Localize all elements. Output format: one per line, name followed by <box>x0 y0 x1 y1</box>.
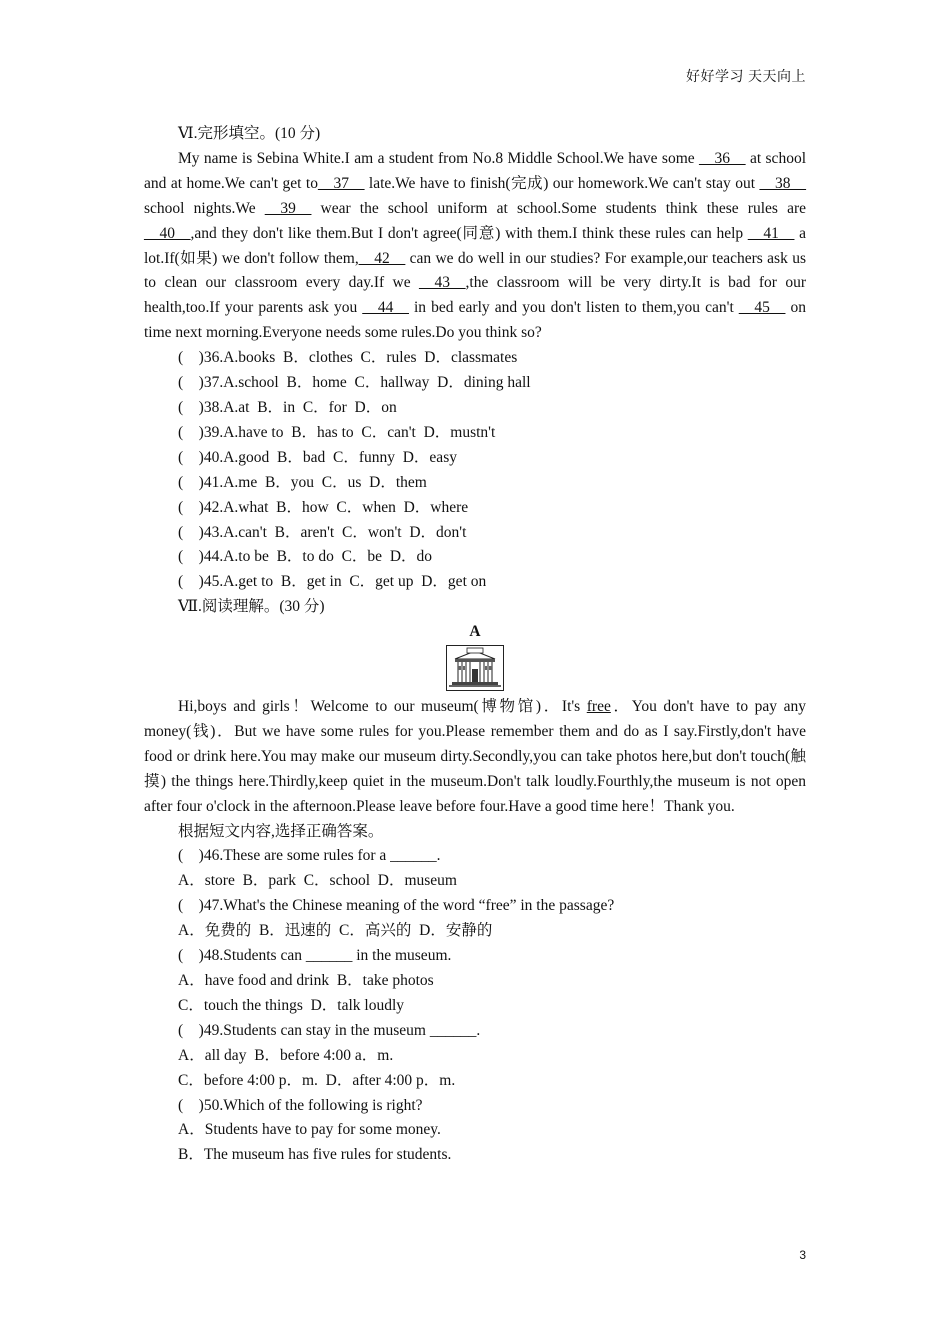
passage-text: ,the classroom will be very dirty.It is bad for our health,too.If your parents ask you <box>144 274 807 317</box>
passage-text-2: ．You don't have to pay any money(钱)．But we have some rules for you.Please remember them and do as I say.Firstly,don't have food or drink here.You may make our museum dirty.Secondly,you can take photos here,but don't touch(触摸) the things here.Thirdly,keep quiet in the museum.Don't talk loudly.Fourthly,the museum is not open after four o'clock in the afternoon.Please leave before four.Have a good time here！Thank you. <box>144 698 806 815</box>
reading-question: ( )50.Which of the following is right? <box>178 1096 423 1114</box>
passage-text: late.We have to finish(完成) our homework.We can't stay out <box>364 174 760 192</box>
reading-passage <box>144 695 806 820</box>
answer-options: A．Students have to pay for some money. <box>178 1121 441 1139</box>
cloze-question: ( )42.A.what B．how C．when D．where <box>178 498 469 516</box>
answer-options: A．免费的 B．迅速的 C．高兴的 D．安静的 <box>178 922 493 940</box>
reading-questions <box>144 844 806 1168</box>
underlined-word-free: free <box>586 698 611 716</box>
cloze-blank: __44__ <box>362 299 409 317</box>
answer-options: A．store B．park C．school D．museum <box>178 872 457 890</box>
cloze-blank: __36__ <box>699 149 746 167</box>
part-label: A <box>469 623 481 641</box>
passage-text-1: Hi,boys and girls！Welcome to our museum(博物馆)．It's <box>178 698 587 716</box>
passage-text: can we do well in our studies? For example,our teachers ask us to clean our classroom every day.If we <box>144 249 806 292</box>
section6-title: Ⅵ.完形填空。(10 分) <box>178 125 321 142</box>
cloze-blank: __41__ <box>747 224 795 242</box>
passage-text: a lot.If(如果) we don't follow them, <box>144 224 806 267</box>
museum-building-icon <box>446 645 504 691</box>
reading-instruction: 根据短文内容,选择正确答案。 <box>178 822 384 840</box>
passage-text: My name is Sebina White.I am a student from No.8 Middle School.We have some <box>178 149 700 167</box>
cloze-question: ( )37.A.school B．home C．hallway D．dining hall <box>178 374 531 392</box>
document-body <box>144 122 806 1168</box>
cloze-question: ( )41.A.me B．you C．us D．them <box>178 473 427 491</box>
cloze-blank: __39__ <box>264 199 312 217</box>
answer-options: B．The museum has five rules for students. <box>178 1146 452 1164</box>
cloze-question: ( )44.A.to be B．to do C．be D．do <box>178 548 433 566</box>
cloze-question: ( )36.A.books B．clothes C．rules D．classmates <box>178 349 518 367</box>
cloze-blank: __40__ <box>144 224 191 242</box>
cloze-question: ( )43.A.can't B．aren't C．won't D．don't <box>178 523 467 541</box>
cloze-blank: __38__ <box>759 174 806 192</box>
answer-options: C．before 4:00 p．m. D．after 4:00 p．m. <box>178 1071 456 1089</box>
passage-text: in bed early and you don't listen to them,you can't <box>408 299 739 317</box>
page-number: 3 <box>799 1248 806 1262</box>
answer-options: A．all day B．before 4:00 a．m. <box>178 1046 394 1064</box>
cloze-question: ( )38.A.at B．in C．for D．on <box>178 398 397 416</box>
cloze-question: ( )45.A.get to B．get in C．get up D．get on <box>178 573 487 591</box>
passage-text: at school and at home.We can't get to <box>144 149 806 192</box>
reading-question: ( )48.Students can ______ in the museum. <box>178 947 452 965</box>
reading-question: ( )46.These are some rules for a ______. <box>178 847 441 865</box>
answer-options: A．have food and drink B．take photos <box>178 972 434 989</box>
cloze-blank: __45__ <box>738 299 786 317</box>
passage-text: ,and they don't like them.But I don't agree(同意) with them.I think these rules can help <box>190 224 748 242</box>
cloze-passage <box>144 147 806 346</box>
cloze-question: ( )40.A.good B．bad C．funny D．easy <box>178 448 457 466</box>
passage-text: wear the school uniform at school.Some students think these rules are <box>311 199 806 217</box>
cloze-blank: __37__ <box>317 174 365 192</box>
cloze-question: ( )39.A.have to B．has to C．can't D．mustn't <box>178 423 496 441</box>
cloze-blank: __43__ <box>419 274 466 292</box>
section7-title: Ⅶ.阅读理解。(30 分) <box>178 598 325 616</box>
reading-question: ( )47.What's the Chinese meaning of the word “free” in the passage? <box>178 897 615 915</box>
page-header: 好好学习 天天向上 <box>686 70 806 85</box>
reading-question: ( )49.Students can stay in the museum ______. <box>178 1021 481 1039</box>
passage-text: on time next morning.Everyone needs some rules.Do you think so? <box>144 299 806 342</box>
cloze-questions <box>144 346 806 595</box>
cloze-blank: __42__ <box>358 249 406 267</box>
answer-options: C．touch the things D．talk loudly <box>178 996 405 1014</box>
passage-text: school nights.We <box>144 199 265 217</box>
